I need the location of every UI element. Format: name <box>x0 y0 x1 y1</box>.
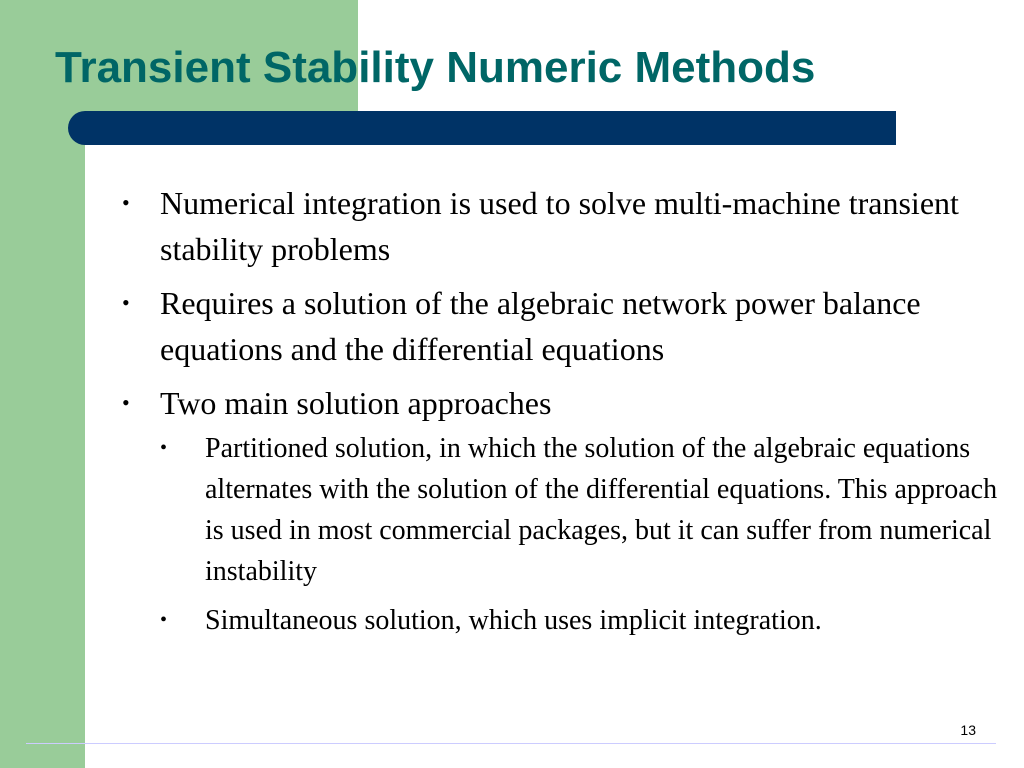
footer-rule <box>26 743 996 744</box>
sub-bullet-dot-icon: • <box>160 609 168 631</box>
bullet-text: Two main solution approaches <box>160 385 552 421</box>
page-number: 13 <box>960 722 976 738</box>
slide-body <box>120 180 1000 649</box>
sub-bullet-text: Partitioned solution, in which the solution of the algebraic equations alternates with the solution of the differential equations. This approach is used in most commercial packages, but it can suffer from numerical instability <box>205 433 998 587</box>
sub-bullet-text: Simultaneous solution, which uses implicit integration. <box>205 605 822 636</box>
sub-bullet-item <box>160 428 1000 592</box>
bullet-text: Numerical integration is used to solve multi-machine transient stability problems <box>160 185 959 267</box>
bullet-dot-icon: • <box>122 190 130 215</box>
bullet-item <box>120 180 1000 272</box>
bullet-text: Requires a solution of the algebraic network power balance equations and the differential equations <box>160 285 921 367</box>
title-underline-bar <box>68 111 896 145</box>
bullet-dot-icon: • <box>122 290 130 315</box>
bullet-item <box>120 380 1000 641</box>
slide-title: Transient Stability Numeric Methods <box>55 43 816 92</box>
bullet-list <box>120 180 1000 641</box>
sub-bullet-item <box>160 600 1000 641</box>
bullet-dot-icon: • <box>122 390 130 415</box>
bullet-item <box>120 280 1000 372</box>
sub-bullet-list <box>160 428 1000 641</box>
sub-bullet-dot-icon: • <box>160 437 168 459</box>
